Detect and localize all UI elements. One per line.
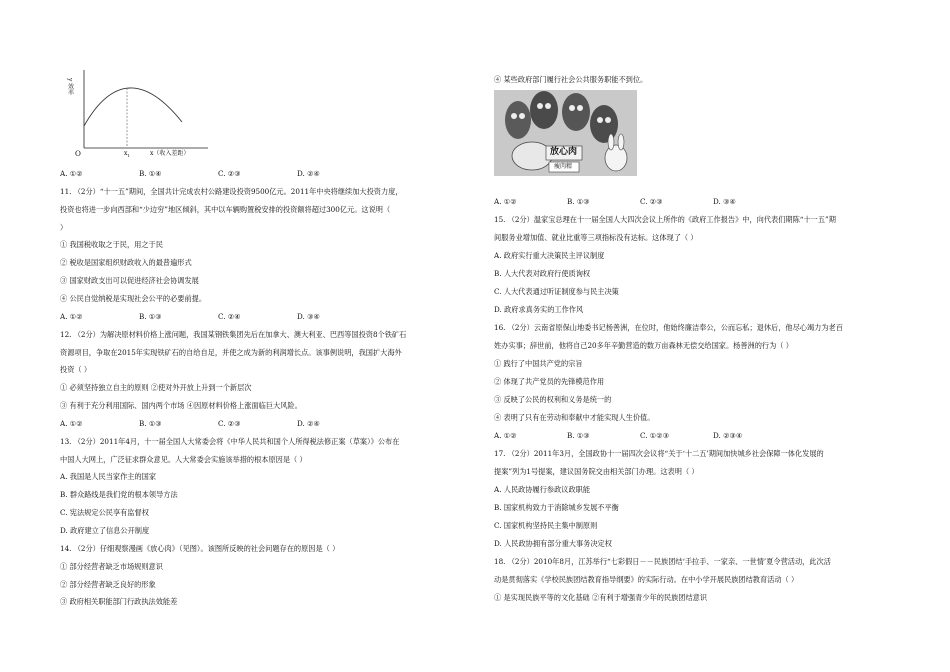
- text-line: 14. （2分）仔细观察漫画《放心肉》（见图）。该图所反映的社会问题存在的原因是（ ）: [60, 543, 340, 553]
- answer-option: A. ①②: [494, 197, 517, 206]
- answer-option: B. ①③: [567, 197, 590, 206]
- text-line: D. 政府建立了信息公开制度: [60, 526, 150, 535]
- text-line: ③ 反映了公民的权利和义务是统一的: [494, 395, 612, 404]
- answer-option: C. ②③: [218, 418, 241, 428]
- answer-option: D. ③④: [297, 311, 320, 321]
- cartoon-fangxinrou: [494, 90, 637, 176]
- text-line: ① 部分经营者缺乏市场规则意识: [60, 561, 163, 571]
- efficiency-curve-graph: [68, 66, 214, 158]
- answer-option: C. ②④: [218, 311, 241, 321]
- text-line: ② 税收是国家组织财政收入的最普遍形式: [60, 258, 192, 268]
- text-line: A. 人民政协履行参政议政职能: [494, 485, 591, 494]
- origin-label: O: [75, 149, 81, 158]
- text-line: ）: [60, 222, 68, 232]
- text-line: 提案”列为1号提案，建议国务院交由相关部门办理。这表明（ ）: [494, 467, 699, 476]
- text-line: 资源项目，争取在2015年实现铁矿石的自给自足，并使之成为新的利润增长点。该事例说明，我国扩大海外: [60, 347, 402, 357]
- text-line: ① 是实现民族平等的文化基础 ②有利于增强青少年的民族团结意识: [494, 593, 708, 602]
- text-line: ④ 表明了只有在劳动和奉献中才能实现人生价值。: [494, 413, 655, 422]
- text-line: 17. （2分）2011年3月，全国政协十一届四次会议将“关于‘十二五’期间加快城乡社会保障一体化发展的: [494, 449, 824, 458]
- x-axis-label: x（收入差距）: [150, 150, 190, 157]
- text-line: 间服务业增加值、就业比重等三项指标没有达标。这体现了（ ）: [494, 233, 698, 242]
- text-line: C. 国家机构坚持民主集中制原则: [494, 521, 598, 530]
- answer-option: A. ①②: [60, 311, 83, 321]
- answer-options: [60, 420, 376, 427]
- text-line: ② 部分经营者缺乏良好的形象: [60, 579, 156, 589]
- text-line: D. 政府求真务实的工作作风: [494, 305, 584, 314]
- text-line: 动是贯彻落实《学校民族团结教育指导纲要》的实际行动。在中小学开展民族团结教育活动（ ）: [494, 575, 799, 584]
- text-line: ① 必须坚持独立自主的原则 ②使对外开放上升到一个新层次: [60, 383, 252, 393]
- text-line: D. 人民政协拥有部分重大事务决定权: [494, 539, 612, 548]
- text-line: 姓办实事；辞世前，他将自己20多年辛勤营造的数万亩森林无偿交给国家。杨善洲的行为（ ）: [494, 341, 793, 350]
- text-line: ③ 国家财政支出可以促进经济社会协调发展: [60, 276, 199, 286]
- text-line: B. 国家机构致力于消除城乡发展不平衡: [494, 503, 619, 512]
- answer-option: B. ①③: [139, 418, 162, 428]
- answer-option: A. ①②: [60, 169, 83, 178]
- text-line: 11. （2分）“十一五”期间，全国共计完成农村公路建设投资9500亿元。2011年中央将继续加大投资力度，: [60, 186, 403, 196]
- cartoon-sign: 瘦肉精: [554, 163, 573, 170]
- answer-option: D. ③④: [713, 197, 736, 206]
- text-line: ④ 公民自觉纳税是实现社会公平的必要前提。: [60, 293, 207, 303]
- text-line: ③ 政府相关职能部门行政执法效能差: [60, 597, 178, 607]
- text-line: A. 政府实行重大决策民主评议制度: [494, 251, 605, 260]
- y-axis-label: y 效率: [66, 78, 74, 96]
- text-line: 投资（ ）: [60, 365, 92, 375]
- answer-options: [494, 198, 786, 205]
- answer-option: B. ①③: [567, 431, 590, 440]
- answer-option: C. ②③: [218, 169, 241, 178]
- cartoon-title: 放心肉: [550, 147, 578, 157]
- text-line: 15. （2分）温家宝总理在十一届全国人大四次会议上所作的《政府工作报告》中，向代表们期陈“十一五”期: [494, 215, 836, 224]
- answer-options: [60, 170, 376, 177]
- figure-efficiency-income: [68, 66, 214, 158]
- text-line: 投资也将进一步向西部和“少边穷”地区倾斜，其中以车辆购置税安排的投资额将超过300亿元。这说明（: [60, 204, 391, 214]
- answer-option: A. ①②: [494, 431, 517, 440]
- text-line: 12. （2分）为解决原材料价格上涨问题，我国某钢铁集团先后在加拿大、澳大利亚、巴西等国投资8个铁矿石: [60, 329, 407, 339]
- answer-options: [494, 432, 786, 439]
- answer-option: B. ①④: [139, 169, 162, 178]
- text-line: C. 宪法规定公民享有监督权: [60, 508, 149, 518]
- answer-option: C. ②③: [640, 197, 663, 206]
- text-line: ② 体现了共产党员的先锋模范作用: [494, 377, 605, 386]
- text-line: A. 我国是人民当家作主的国家: [60, 472, 157, 482]
- answer-option: A. ①②: [60, 418, 83, 428]
- x1-label: $x_1$: [124, 150, 130, 159]
- answer-option: B. ①③: [139, 311, 162, 321]
- answer-option: C. ①②③: [640, 431, 670, 440]
- text-line: B. 人大代表对政府行使质询权: [494, 269, 591, 278]
- q14-option-4: ④ 某些政府部门履行社会公共服务职能不到位。: [494, 75, 648, 84]
- text-line: C. 人大代表通过听证制度参与民主决策: [494, 287, 619, 296]
- answer-option: D. ②④: [297, 169, 320, 178]
- text-line: B. 群众路线是我们党的根本领导方法: [60, 490, 178, 500]
- text-line: ① 我国税收取之于民，用之于民: [60, 240, 163, 250]
- answer-option: D. ②③④: [713, 431, 743, 440]
- answer-options: [60, 313, 376, 320]
- text-line: 中国人大网上，广泛征求群众意见。人大常委会实施该举措的根本原因是（ ）: [60, 454, 307, 464]
- text-line: 16. （2分）云南省原保山地委书记杨善洲，在位时，他始终廉洁奉公，公而忘私；退休后，他尽心竭力为老百: [494, 323, 843, 332]
- answer-option: D. ②④: [297, 418, 320, 428]
- text-line: ③ 有利于充分利用国际、国内两个市场 ④因原材料价格上涨面临巨大风险。: [60, 401, 302, 411]
- text-line: ① 践行了中国共产党的宗旨: [494, 359, 583, 368]
- text-line: 18. （2分）2010年8月，江苏举行“七彩假日－－民族团结‘手拉手、一家亲、一世情’夏令营活动，此次活: [494, 557, 831, 566]
- text-line: 13. （2分）2011年4月，十一届全国人大常委会将《中华人民共和国个人所得税法修正案（草案）》公布在: [60, 436, 400, 446]
